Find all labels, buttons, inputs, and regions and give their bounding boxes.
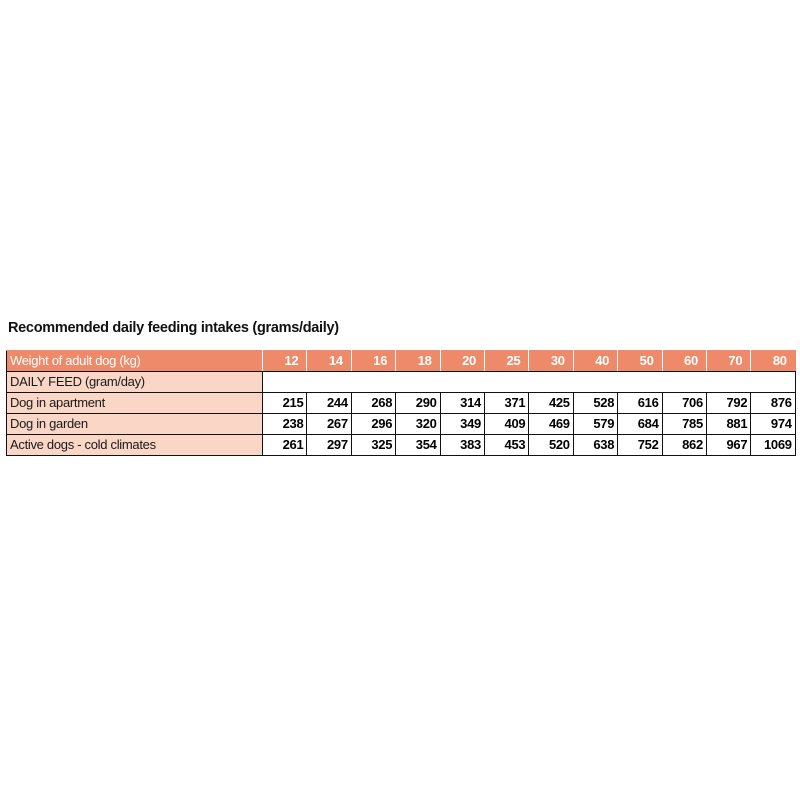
weight-cell: 50	[618, 351, 662, 372]
value-cell: 371	[484, 393, 528, 414]
header-row	[7, 351, 796, 372]
value-cell: 974	[751, 414, 795, 435]
value-cell: 453	[484, 435, 528, 456]
value-cell: 349	[440, 414, 484, 435]
value-cell: 785	[662, 414, 706, 435]
value-cell: 862	[662, 435, 706, 456]
value-cell: 684	[618, 414, 662, 435]
value-cell: 354	[396, 435, 440, 456]
value-cell: 967	[706, 435, 750, 456]
value-cell: 425	[529, 393, 573, 414]
value-cell: 296	[351, 414, 395, 435]
value-cell: 881	[706, 414, 750, 435]
table-row	[7, 393, 796, 414]
value-cell: 314	[440, 393, 484, 414]
value-cell: 267	[307, 414, 351, 435]
value-cell: 616	[618, 393, 662, 414]
section-row	[7, 372, 796, 393]
feeding-table	[6, 350, 796, 456]
weight-cell: 14	[307, 351, 351, 372]
header-label: Weight of adult dog (kg)	[7, 351, 263, 372]
value-cell: 706	[662, 393, 706, 414]
section-blank-cell	[263, 372, 796, 393]
value-cell: 238	[263, 414, 307, 435]
weight-cell: 16	[351, 351, 395, 372]
row-label: Dog in apartment	[7, 393, 263, 414]
table-row	[7, 435, 796, 456]
value-cell: 579	[573, 414, 617, 435]
table-title: Recommended daily feeding intakes (grams/daily)	[8, 320, 339, 336]
section-label: DAILY FEED (gram/day)	[7, 372, 263, 393]
value-cell: 409	[484, 414, 528, 435]
value-cell: 638	[573, 435, 617, 456]
weight-cell: 80	[751, 351, 795, 372]
weight-cell: 30	[529, 351, 573, 372]
weight-cell: 40	[573, 351, 617, 372]
value-cell: 297	[307, 435, 351, 456]
value-cell: 261	[263, 435, 307, 456]
value-cell: 876	[751, 393, 795, 414]
value-cell: 290	[396, 393, 440, 414]
value-cell: 320	[396, 414, 440, 435]
value-cell: 383	[440, 435, 484, 456]
weight-cell: 20	[440, 351, 484, 372]
value-cell: 215	[263, 393, 307, 414]
row-label: Dog in garden	[7, 414, 263, 435]
weight-cell: 70	[706, 351, 750, 372]
value-cell: 469	[529, 414, 573, 435]
value-cell: 268	[351, 393, 395, 414]
table-row	[7, 414, 796, 435]
weight-cell: 18	[396, 351, 440, 372]
value-cell: 244	[307, 393, 351, 414]
value-cell: 325	[351, 435, 395, 456]
weight-cell: 60	[662, 351, 706, 372]
weight-cell: 25	[484, 351, 528, 372]
value-cell: 792	[706, 393, 750, 414]
value-cell: 520	[529, 435, 573, 456]
value-cell: 1069	[751, 435, 795, 456]
row-label: Active dogs - cold climates	[7, 435, 263, 456]
weight-cell: 12	[263, 351, 307, 372]
value-cell: 528	[573, 393, 617, 414]
value-cell: 752	[618, 435, 662, 456]
